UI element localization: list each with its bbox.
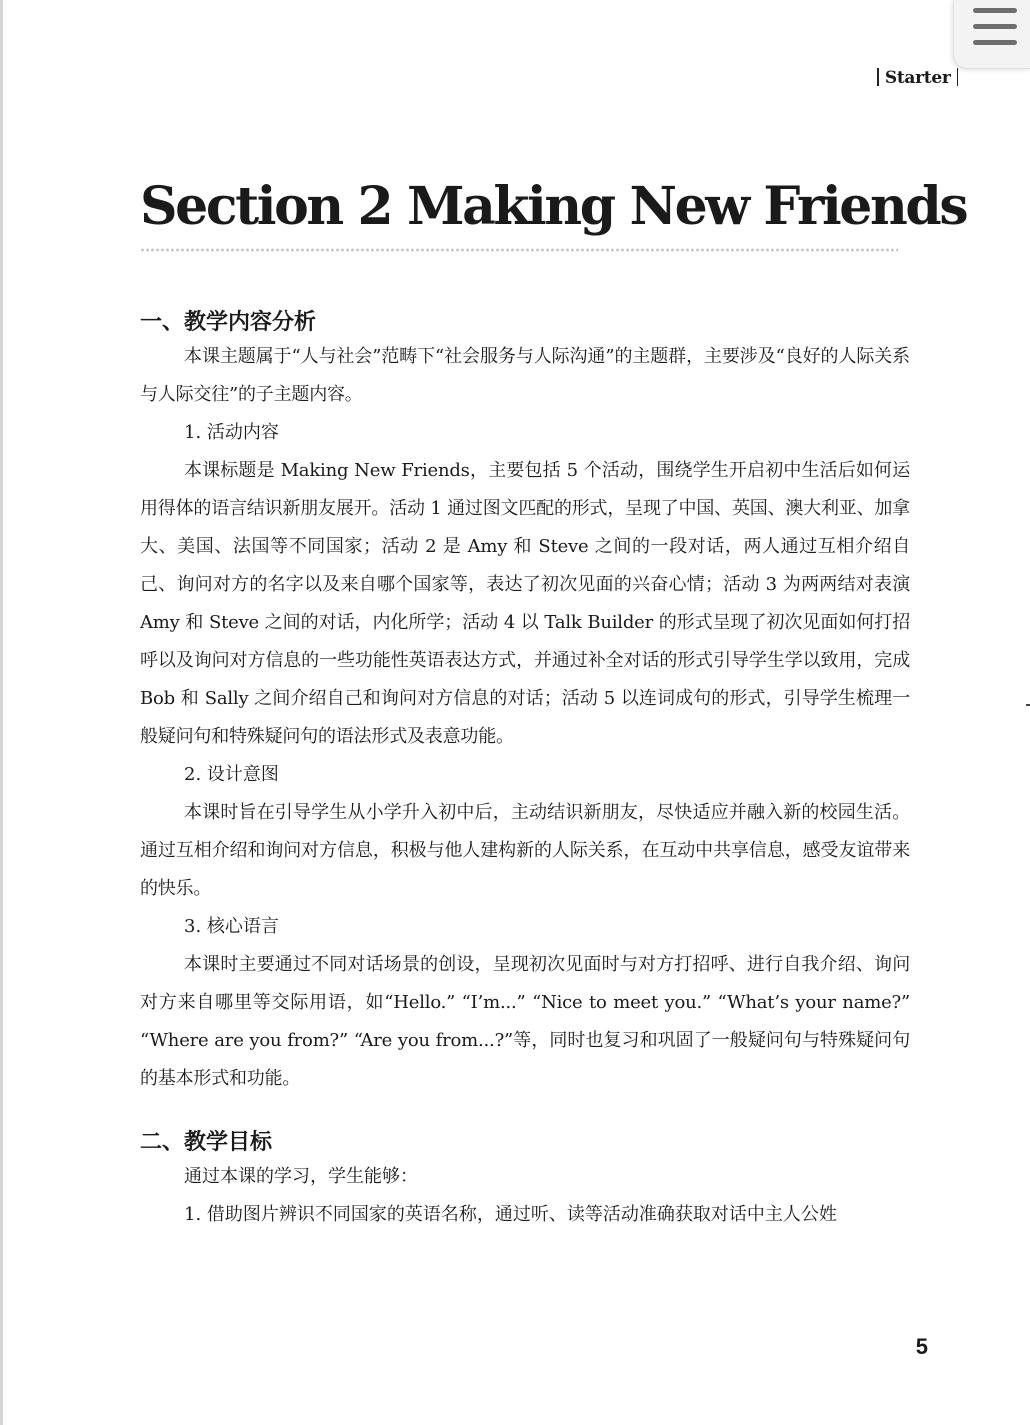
- subheading-core-language: 3. 核心语言: [184, 916, 279, 937]
- section-heading-teaching-goals: 二、教学目标: [140, 1129, 273, 1155]
- activity-content-paragraph: 本课标题是 Making New Friends，主要包括 5 个活动，围绕学生开启初中生活后如何运用得体的语言结识新朋友展开。活动 1 通过图文匹配的形式，呈现了中国、英国、澳大利亚、加拿大、美国、法国等不同国家；活动 2 是 Amy 和 Steve 之间的一段对话，两人通过互相介绍自己、询问对方的名字以及来自哪个国家等，表达了初次见面的兴奋心情；活动 3 为两两结对表演 Amy 和 Steve 之间的对话，内化所学；活动 4 以 Talk Builder 的形式呈现了初次见面如何打招呼以及询问对方信息的一些功能性英语表达方式，并通过补全对话的形式引导学生学以致用，完成 Bob 和 Sally 之间介绍自己和询问对方信息的对话；活动 5 以连词成句的形式，引导学生梳理一般疑问句和特殊疑问句的语法形式及表意功能。: [140, 460, 910, 747]
- running-header-title: Starter: [884, 68, 951, 88]
- goal-item: 1. 借助图片辨识不同国家的英语名称，通过听、读等活动准确获取对话中主人公姓: [184, 1204, 837, 1225]
- menu-button[interactable]: [953, 0, 1030, 69]
- goals-lead-text: 通过本课的学习，学生能够：: [184, 1166, 418, 1187]
- subheading-design-intent: 2. 设计意图: [184, 764, 279, 785]
- design-intent-paragraph: 本课时旨在引导学生从小学升入初中后，主动结识新朋友，尽快适应并融入新的校园生活。通过互相介绍和询问对方信息，积极与他人建构新的人际关系，在互动中共享信息，感受友谊带来的快乐。: [140, 802, 910, 899]
- intro-paragraph: 本课主题属于“人与社会”范畴下“社会服务与人际沟通”的主题群，主要涉及“良好的人际关系与人际交往”的子主题内容。: [140, 346, 910, 405]
- section-heading-content-analysis: 一、教学内容分析: [140, 309, 317, 335]
- document-body: [140, 306, 910, 1234]
- section-title: Section 2 Making New Friends: [140, 176, 967, 237]
- title-dotted-rule: [140, 248, 898, 252]
- core-language-paragraph: 本课时主要通过不同对话场景的创设，呈现初次见面时与对方打招呼、进行自我介绍、询问对方来自哪里等交际用语，如“Hello.” “I’m...” “Nice to meet you.” “What’s your name?” “Where are you from?” “Are you from...?”等，同时也复习和巩固了一般疑问句与特殊疑问句的基本形式和功能。: [140, 954, 910, 1089]
- page-edge-mark: [1026, 704, 1030, 706]
- page-left-edge: [0, 0, 3, 1425]
- page-number: 5: [915, 1334, 928, 1359]
- subheading-activity-content: 1. 活动内容: [184, 422, 279, 443]
- running-header: [871, 68, 964, 88]
